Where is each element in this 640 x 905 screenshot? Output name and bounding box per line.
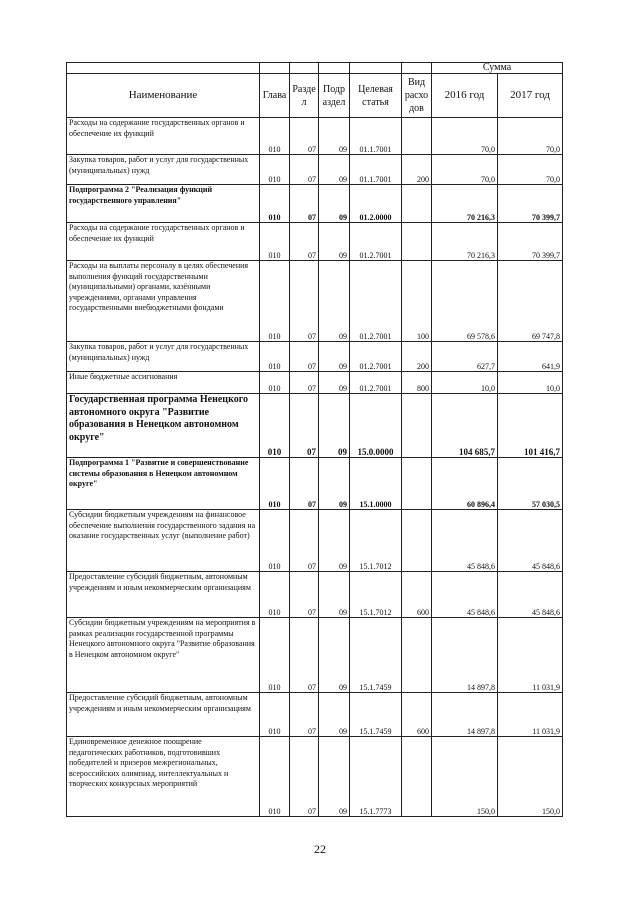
row-vid (402, 185, 432, 223)
row-celevaya: 01.1.7001 (350, 155, 402, 185)
row-2017: 10,0 (498, 372, 563, 394)
row-2016: 14 897,8 (432, 693, 498, 737)
row-name: Субсидии бюджетным учреждениям на финансовое обеспечение выполнения государственного задания на оказание государственных услуг (выполнение работ) (67, 510, 260, 572)
row-2017: 45 848,6 (498, 572, 563, 618)
row-name: Закупка товаров, работ и услуг для государственных (муниципальных) нужд (67, 155, 260, 185)
table-row (67, 618, 563, 693)
row-2016: 69 578,6 (432, 261, 498, 342)
row-name: Расходы на содержание государственных органов и обеспечение их функций (67, 118, 260, 155)
row-celevaya: 01.2.7001 (350, 342, 402, 372)
row-podrazdel: 09 (319, 394, 350, 458)
row-razdel: 07 (290, 510, 319, 572)
row-2016: 70 216,3 (432, 223, 498, 261)
row-razdel: 07 (290, 223, 319, 261)
row-glava: 010 (260, 572, 290, 618)
header-blank (260, 63, 290, 74)
row-name: Подпрограмма 1 "Развитие и совершенствование системы образования в Ненецком автономном округе" (67, 458, 260, 510)
row-2016: 60 896,4 (432, 458, 498, 510)
row-vid (402, 118, 432, 155)
row-razdel: 07 (290, 372, 319, 394)
row-podrazdel: 09 (319, 185, 350, 223)
row-2017: 70,0 (498, 155, 563, 185)
row-2017: 70,0 (498, 118, 563, 155)
row-2016: 70 216,3 (432, 185, 498, 223)
row-2016: 70,0 (432, 118, 498, 155)
header-podrazdel: Подр аздел (319, 74, 350, 118)
row-podrazdel: 09 (319, 261, 350, 342)
row-glava: 010 (260, 118, 290, 155)
header-glava: Глава (260, 74, 290, 118)
row-2017: 57 030,5 (498, 458, 563, 510)
row-podrazdel: 09 (319, 572, 350, 618)
row-2017: 45 848,6 (498, 510, 563, 572)
row-2016: 45 848,6 (432, 510, 498, 572)
row-vid: 600 (402, 572, 432, 618)
row-razdel: 07 (290, 737, 319, 817)
row-podrazdel: 09 (319, 693, 350, 737)
row-podrazdel: 09 (319, 737, 350, 817)
row-2017: 69 747,8 (498, 261, 563, 342)
row-2017: 150,0 (498, 737, 563, 817)
row-glava: 010 (260, 342, 290, 372)
row-razdel: 07 (290, 458, 319, 510)
row-vid: 200 (402, 155, 432, 185)
header-vid: Вид расхо дов (402, 74, 432, 118)
row-razdel: 07 (290, 693, 319, 737)
row-name: Иные бюджетные ассигнования (67, 372, 260, 394)
row-podrazdel: 09 (319, 510, 350, 572)
header-row-top (67, 63, 563, 74)
row-2016: 150,0 (432, 737, 498, 817)
table-row (67, 458, 563, 510)
table-row (67, 737, 563, 817)
row-celevaya: 15.1.0000 (350, 458, 402, 510)
row-celevaya: 01.2.7001 (350, 261, 402, 342)
row-razdel: 07 (290, 394, 319, 458)
header-celevaya: Целевая статья (350, 74, 402, 118)
row-razdel: 07 (290, 342, 319, 372)
row-vid (402, 394, 432, 458)
row-vid (402, 510, 432, 572)
row-razdel: 07 (290, 155, 319, 185)
row-2016: 14 897,8 (432, 618, 498, 693)
header-razdel: Разде л (290, 74, 319, 118)
row-vid: 100 (402, 261, 432, 342)
header-2016: 2016 год (432, 74, 498, 118)
row-2017: 641,9 (498, 342, 563, 372)
row-celevaya: 15.1.7459 (350, 618, 402, 693)
row-podrazdel: 09 (319, 618, 350, 693)
row-name: Государственная программа Ненецкого автономного округа "Развитие образования в Ненецком автономном округе" (67, 394, 260, 458)
table-row (67, 261, 563, 342)
row-vid (402, 618, 432, 693)
row-podrazdel: 09 (319, 372, 350, 394)
row-name: Субсидии бюджетным учреждениям на мероприятия в рамках реализации государственной программы Ненецкого автономного округа "Развитие образования в Ненецком автономном округе" (67, 618, 260, 693)
row-2016: 10,0 (432, 372, 498, 394)
header-row-columns (67, 74, 563, 118)
row-name: Предоставление субсидий бюджетным, автономным учреждениям и иным некоммерческим организациям (67, 572, 260, 618)
table-row (67, 118, 563, 155)
row-name: Закупка товаров, работ и услуг для государственных (муниципальных) нужд (67, 342, 260, 372)
row-razdel: 07 (290, 118, 319, 155)
row-2017: 101 416,7 (498, 394, 563, 458)
row-name: Единовременное денежное поощрение педагогических работников, подготовивших победителей и призеров межрегиональных, всероссийских олимпиад, интеллектуальных и творческих конкурсных мероприятий (67, 737, 260, 817)
row-podrazdel: 09 (319, 223, 350, 261)
row-celevaya: 15.1.7773 (350, 737, 402, 817)
row-name: Расходы на выплаты персоналу в целях обеспечения выполнения функций государственными (муниципальными) органами, казёнными учреждениями, органами управления государственными внебюджетными фондами (67, 261, 260, 342)
row-vid (402, 223, 432, 261)
row-2016: 70,0 (432, 155, 498, 185)
row-glava: 010 (260, 155, 290, 185)
row-razdel: 07 (290, 572, 319, 618)
row-vid: 800 (402, 372, 432, 394)
row-celevaya: 01.2.0000 (350, 185, 402, 223)
row-2017: 11 031,9 (498, 618, 563, 693)
row-name: Расходы на содержание государственных органов и обеспечение их функций (67, 223, 260, 261)
row-glava: 010 (260, 618, 290, 693)
page-number: 22 (314, 842, 326, 856)
row-glava: 010 (260, 458, 290, 510)
table-row (67, 342, 563, 372)
header-2017: 2017 год (498, 74, 563, 118)
row-glava: 010 (260, 737, 290, 817)
row-vid: 200 (402, 342, 432, 372)
row-razdel: 07 (290, 618, 319, 693)
row-name: Предоставление субсидий бюджетным, автономным учреждениям и иным некоммерческим организациям (67, 693, 260, 737)
row-glava: 010 (260, 223, 290, 261)
table-row (67, 185, 563, 223)
row-celevaya: 15.1.7012 (350, 510, 402, 572)
row-celevaya: 15.0.0000 (350, 394, 402, 458)
row-vid (402, 737, 432, 817)
row-2016: 627,7 (432, 342, 498, 372)
header-blank (350, 63, 402, 74)
header-blank (67, 63, 260, 74)
header-sum-group: Сумма (432, 63, 563, 74)
table-row (67, 155, 563, 185)
table-row (67, 394, 563, 458)
table-row (67, 572, 563, 618)
table-row (67, 510, 563, 572)
row-vid: 600 (402, 693, 432, 737)
table-row (67, 372, 563, 394)
budget-table (66, 62, 563, 817)
row-celevaya: 01.2.7001 (350, 223, 402, 261)
row-2017: 70 399,7 (498, 223, 563, 261)
row-2016: 104 685,7 (432, 394, 498, 458)
row-razdel: 07 (290, 185, 319, 223)
table-row (67, 223, 563, 261)
row-podrazdel: 09 (319, 458, 350, 510)
row-glava: 010 (260, 693, 290, 737)
row-podrazdel: 09 (319, 118, 350, 155)
row-name: Подпрограмма 2 "Реализация функций государственного управления" (67, 185, 260, 223)
row-celevaya: 15.1.7012 (350, 572, 402, 618)
row-2017: 70 399,7 (498, 185, 563, 223)
row-glava: 010 (260, 261, 290, 342)
row-podrazdel: 09 (319, 342, 350, 372)
header-blank (402, 63, 432, 74)
row-celevaya: 15.1.7459 (350, 693, 402, 737)
table-row (67, 693, 563, 737)
row-glava: 010 (260, 394, 290, 458)
row-vid (402, 458, 432, 510)
row-2016: 45 848,6 (432, 572, 498, 618)
row-2017: 11 031,9 (498, 693, 563, 737)
row-podrazdel: 09 (319, 155, 350, 185)
header-name: Наименование (67, 74, 260, 118)
row-glava: 010 (260, 510, 290, 572)
row-razdel: 07 (290, 261, 319, 342)
row-glava: 010 (260, 185, 290, 223)
row-glava: 010 (260, 372, 290, 394)
row-celevaya: 01.1.7001 (350, 118, 402, 155)
row-celevaya: 01.2.7001 (350, 372, 402, 394)
header-blank (290, 63, 319, 74)
header-blank (319, 63, 350, 74)
